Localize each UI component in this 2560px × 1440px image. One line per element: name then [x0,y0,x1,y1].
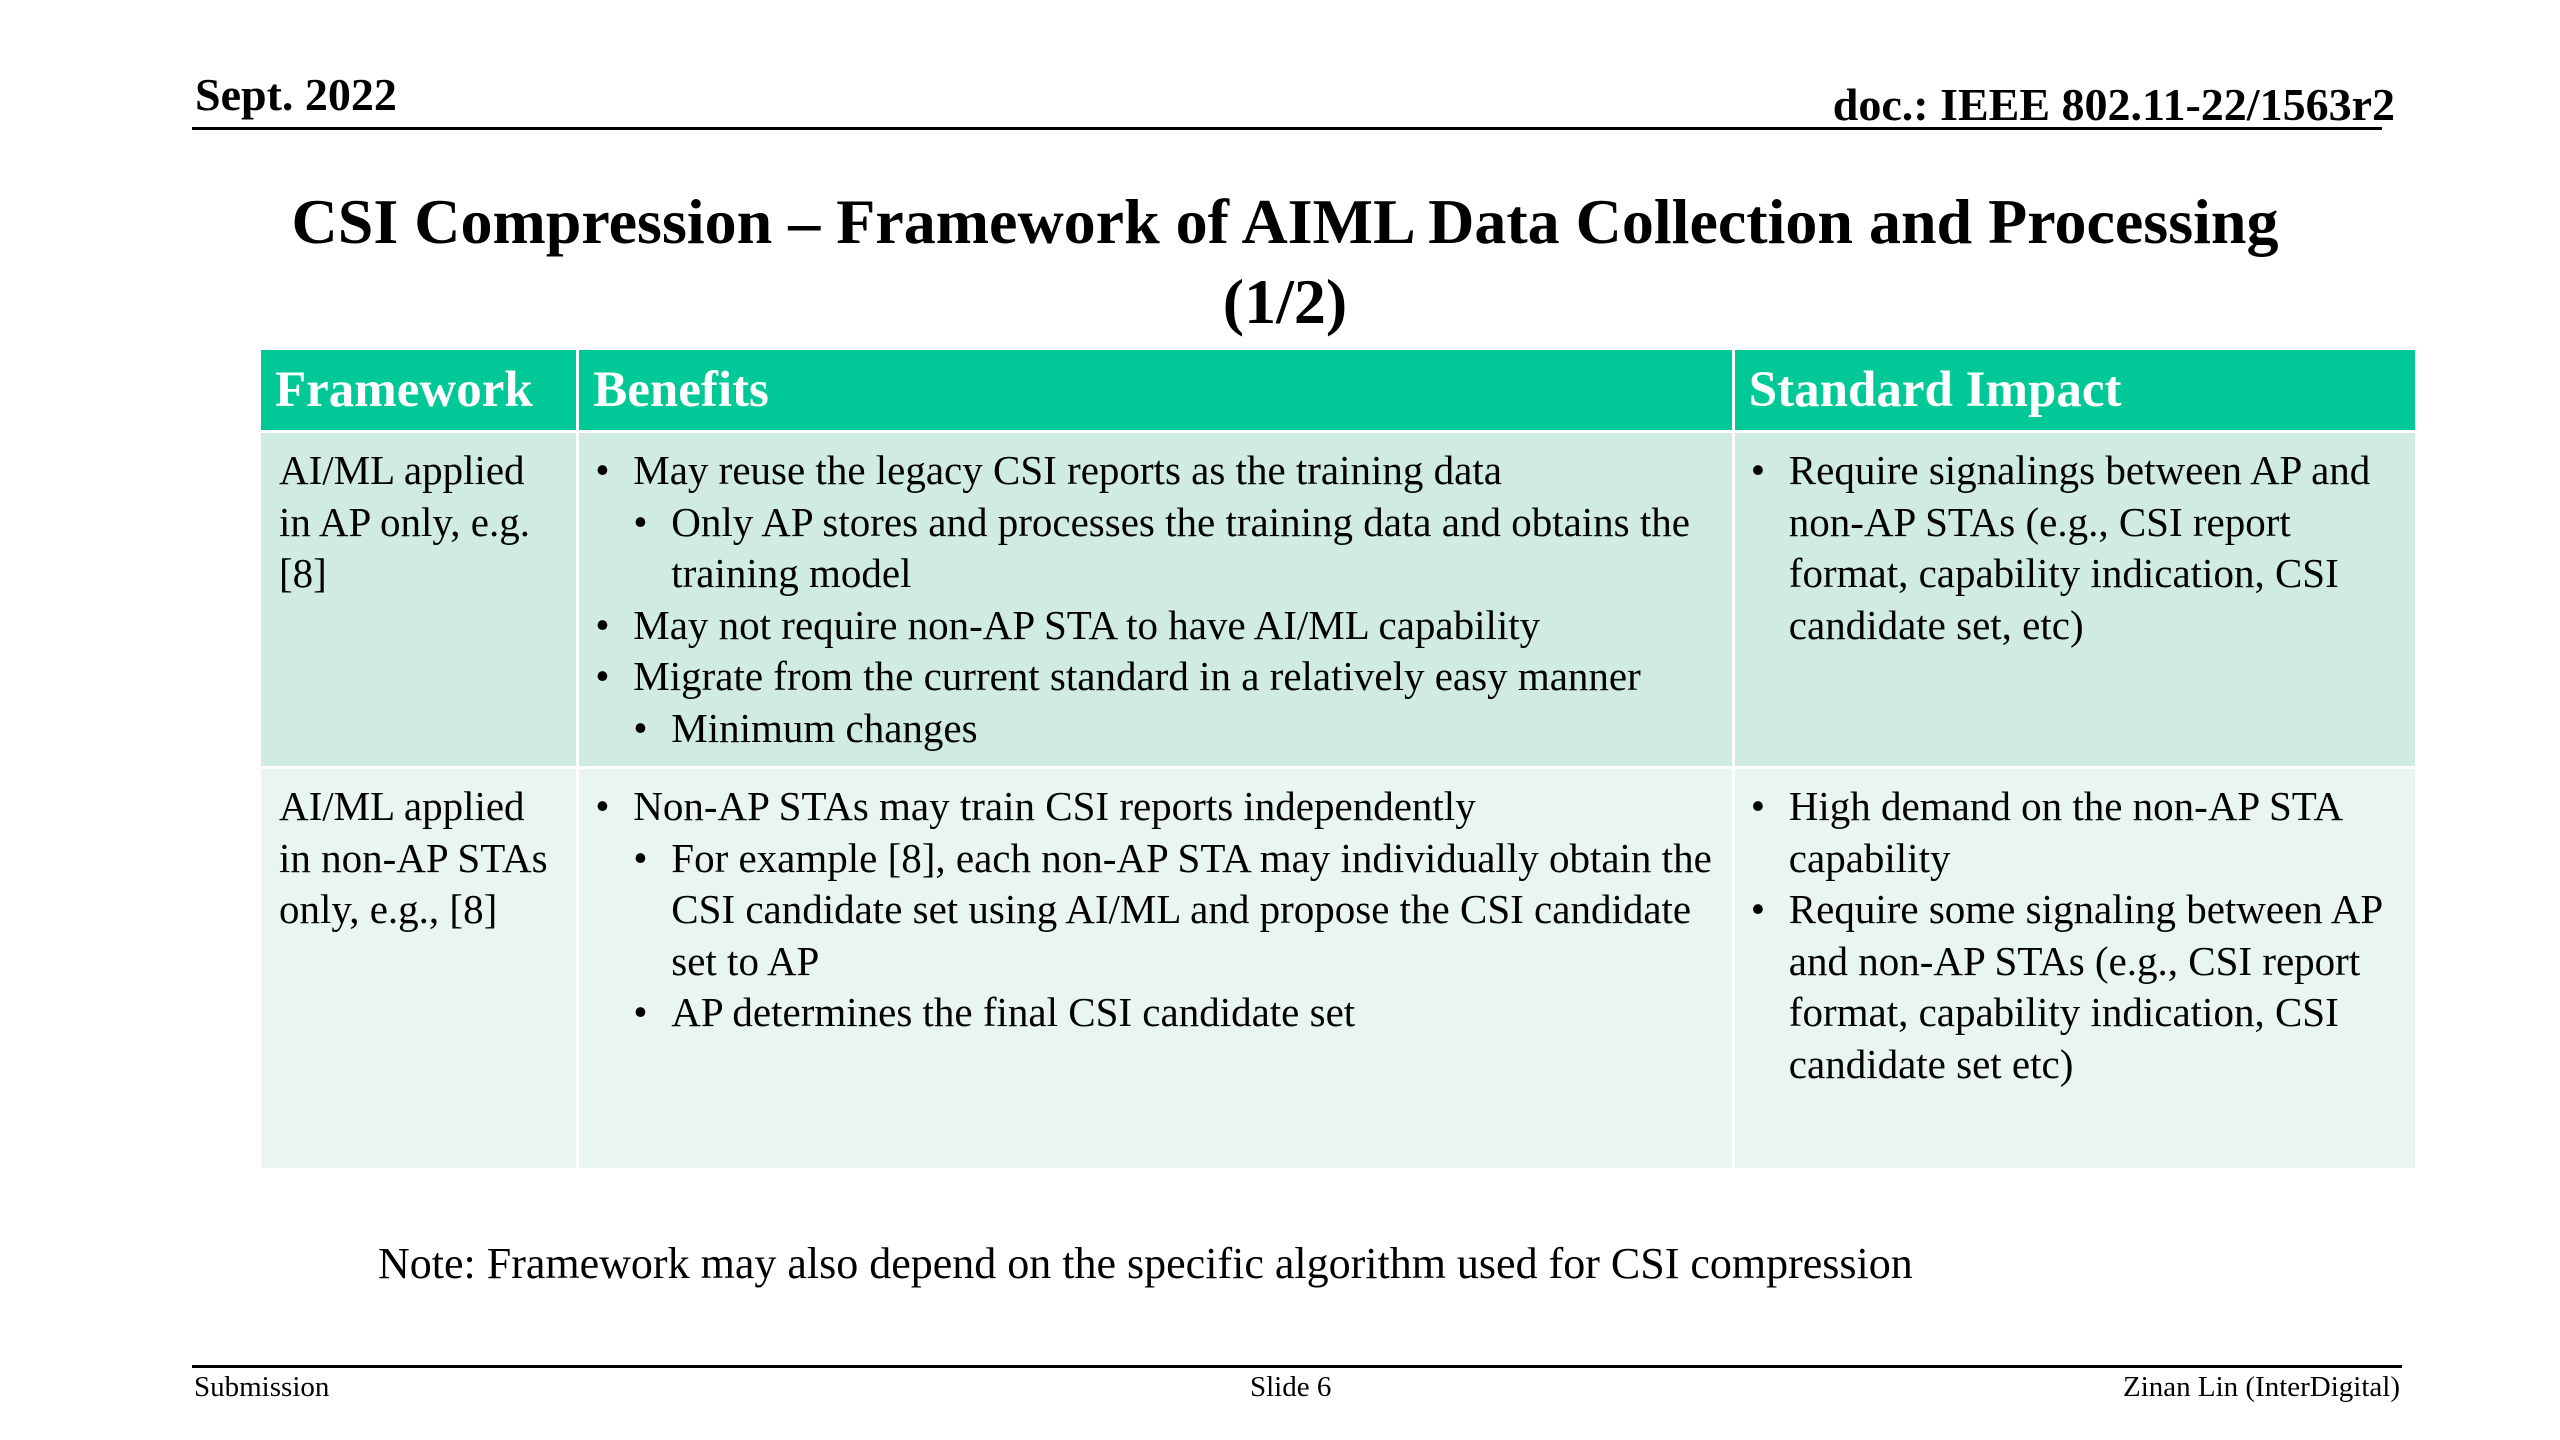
header-date: Sept. 2022 [195,69,397,120]
header-framework: Framework [260,349,578,432]
benefits-cell [578,432,1734,768]
list-item: • High demand on the non-AP STA capability [1749,781,2401,884]
benefits-list [593,445,1718,754]
list-item: • For example [8], each non-AP STA may individually obtain the CSI candidate set using AI/ML and propose the CSI candidate set to AP [593,833,1718,988]
impact-cell [1733,432,2416,768]
list-item: • AP determines the final CSI candidate set [593,987,1718,1039]
list-item: • Only AP stores and processes the training data and obtains the training model [593,497,1718,600]
list-item: • Migrate from the current standard in a relatively easy manner [593,651,1718,703]
list-item: • Require some signaling between AP and non-AP STAs (e.g., CSI report format, capability indication, CSI candidate set etc) [1749,884,2401,1090]
slide-title-line-1: CSI Compression – Framework of AIML Data Collection and Processing [291,186,2279,257]
header-doc-id: doc.: IEEE 802.11-22/1563r2 [1832,79,2395,130]
slide-title [260,182,2310,342]
list-item: • Minimum changes [593,703,1718,755]
footer-slide-number: Slide 6 [1250,1371,1332,1403]
list-item: • Require signalings between AP and non-AP STAs (e.g., CSI report format, capability indication, CSI candidate set, etc) [1749,445,2401,651]
list-item: • Non-AP STAs may train CSI reports independently [593,781,1718,833]
header-rule [192,127,2382,130]
table-row [260,768,2417,1170]
table-row [260,432,2417,768]
framework-table [258,347,2418,1171]
impact-cell [1733,768,2416,1170]
benefits-cell [578,768,1734,1170]
list-item: • May not require non-AP STA to have AI/ML capability [593,600,1718,652]
framework-cell: AI/ML applied in AP only, e.g. [8] [260,432,578,768]
table-header-row [260,349,2417,432]
header-benefits: Benefits [578,349,1734,432]
header-standard-impact: Standard Impact [1733,349,2416,432]
framework-cell: AI/ML applied in non-AP STAs only, e.g., [8] [260,768,578,1170]
benefits-list [593,781,1718,1039]
list-item: • May reuse the legacy CSI reports as the training data [593,445,1718,497]
footer-rule [192,1365,2402,1368]
impact-list [1749,781,2401,1090]
slide-title-line-2: (1/2) [1222,266,1348,337]
impact-list [1749,445,2401,651]
footer-author: Zinan Lin (InterDigital) [2122,1371,2400,1403]
footer-submission: Submission [194,1371,330,1403]
note-text: Note: Framework may also depend on the specific algorithm used for CSI compression [378,1239,1913,1288]
